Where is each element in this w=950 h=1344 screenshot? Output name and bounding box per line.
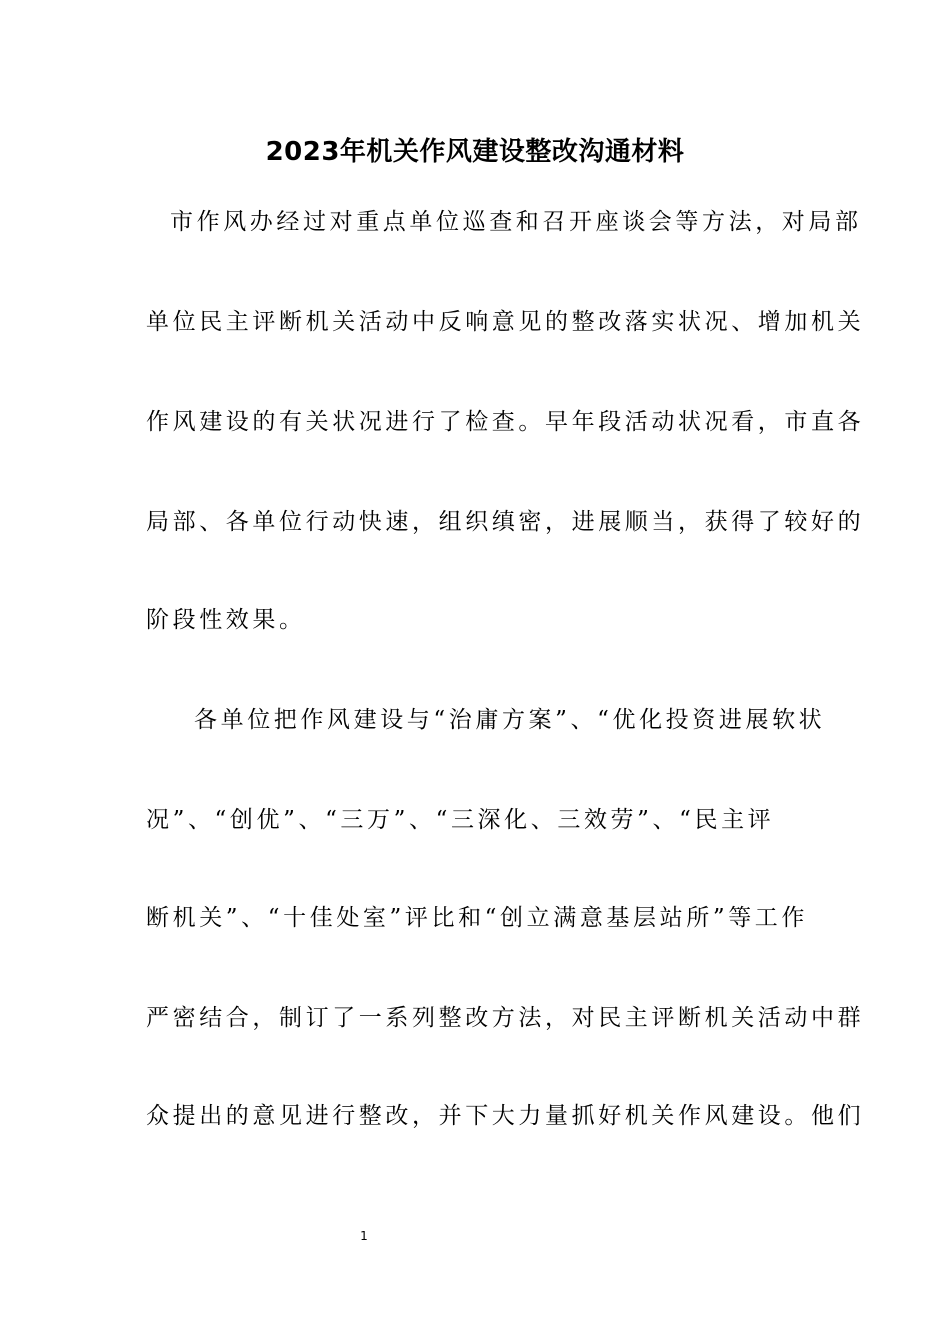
paragraph-1-line-2: 单位民主评断机关活动中反响意见的整改落实状况、增加机关 bbox=[146, 309, 865, 335]
paragraph-1-line-5: 阶段性效果。 bbox=[146, 607, 306, 633]
page-number: 1 bbox=[360, 1229, 368, 1243]
paragraph-1-line-4: 局部、各单位行动快速，组织缜密，进展顺当，获得了较好的 bbox=[146, 509, 865, 535]
paragraph-2-line-1: 各单位把作风建设与“治庸方案”、“优化投资进展软状 bbox=[194, 707, 826, 733]
document-title: 2023年机关作风建设整改沟通材料 bbox=[265, 137, 685, 167]
paragraph-2-line-3: 断机关”、“十佳处室”评比和“创立满意基层站所”等工作 bbox=[146, 905, 808, 931]
paragraph-2-line-4: 严密结合，制订了一系列整改方法，对民主评断机关活动中群 bbox=[146, 1005, 865, 1031]
paragraph-2-line-5: 众提出的意见进行整改，并下大力量抓好机关作风建设。他们 bbox=[146, 1103, 865, 1129]
paragraph-1-line-3: 作风建设的有关状况进行了检查。早年段活动状况看，市直各 bbox=[146, 409, 865, 435]
paragraph-2-line-2: 况”、“创优”、“三万”、“三深化、三效劳”、“民主评 bbox=[146, 807, 775, 833]
paragraph-1-line-1: 市作风办经过对重点单位巡查和召开座谈会等方法，对局部 bbox=[170, 209, 862, 235]
